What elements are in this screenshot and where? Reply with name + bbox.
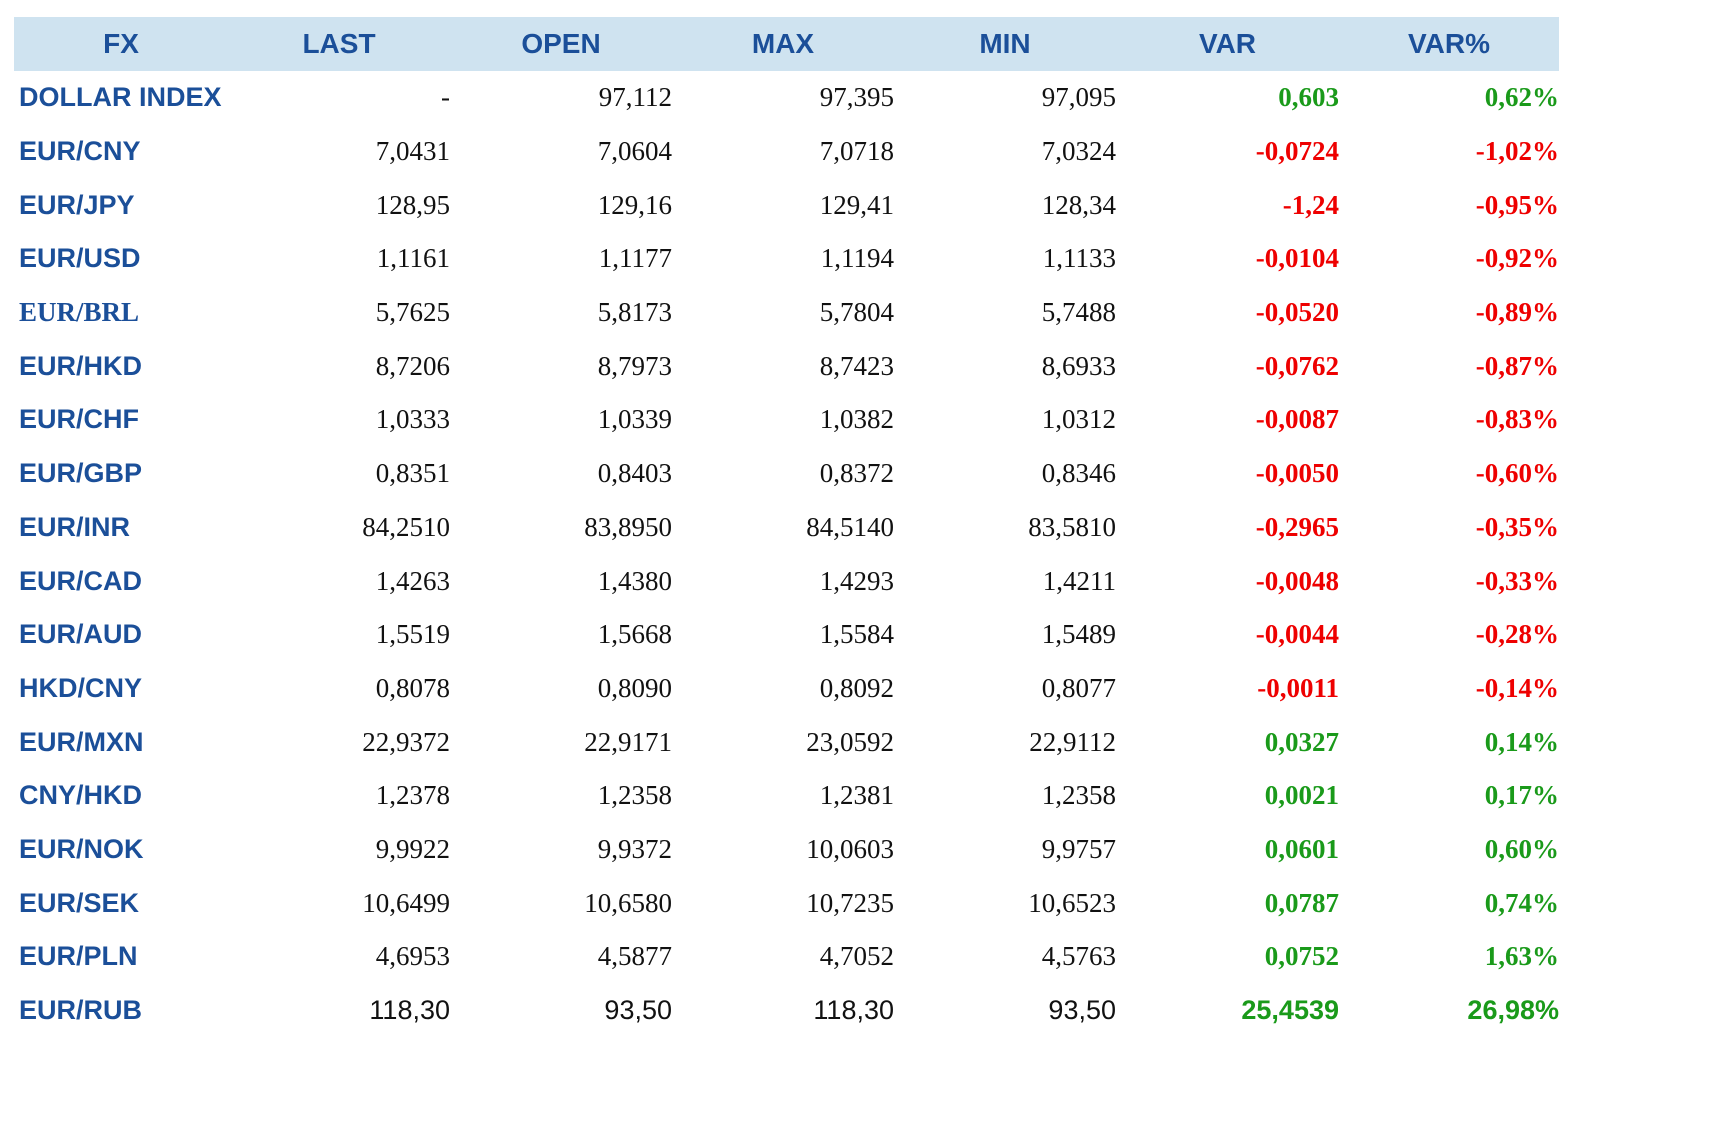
min-cell: 1,0312 — [1041, 404, 1116, 435]
var-pct-cell: 0,60% — [1484, 833, 1559, 864]
var-cell: -0,2965 — [1255, 511, 1339, 542]
min-cell: 0,8077 — [1041, 672, 1116, 703]
last-cell: 7,0431 — [375, 136, 450, 167]
max-cell: 10,0603 — [806, 833, 894, 864]
var-cell: -0,0762 — [1255, 350, 1339, 381]
open-cell: 7,0604 — [597, 136, 672, 167]
currency-pair-cell[interactable]: CNY/HKD — [19, 780, 143, 811]
table-row — [14, 769, 1559, 823]
header-row — [14, 17, 1559, 71]
currency-pair-cell[interactable]: EUR/JPY — [19, 189, 135, 220]
last-cell: 5,7625 — [375, 297, 450, 328]
var-cell: 0,0752 — [1264, 941, 1339, 972]
var-pct-cell: -0,83% — [1475, 404, 1559, 435]
open-cell: 1,1177 — [598, 243, 672, 274]
open-cell: 1,5668 — [597, 619, 672, 650]
var-cell: 0,0601 — [1264, 833, 1339, 864]
column-header-fx[interactable]: FX — [14, 17, 228, 71]
max-cell: 10,7235 — [806, 887, 894, 918]
table-header — [14, 17, 1559, 71]
var-pct-cell: -0,60% — [1475, 458, 1559, 489]
table-row — [14, 930, 1559, 984]
var-cell: -0,0520 — [1255, 297, 1339, 328]
last-cell: - — [441, 82, 450, 113]
min-cell: 1,2358 — [1041, 780, 1116, 811]
max-cell: 1,0382 — [819, 404, 894, 435]
currency-pair-cell[interactable]: EUR/HKD — [19, 350, 143, 381]
table-row — [14, 876, 1559, 930]
table-body — [14, 71, 1559, 1037]
open-cell: 10,6580 — [584, 887, 672, 918]
last-cell: 8,7206 — [375, 350, 450, 381]
min-cell: 8,6933 — [1041, 350, 1116, 381]
min-cell: 93,50 — [1048, 995, 1116, 1026]
max-cell: 7,0718 — [819, 136, 894, 167]
var-cell: -0,0044 — [1255, 619, 1339, 650]
table-row — [14, 178, 1559, 232]
min-cell: 1,4211 — [1042, 565, 1116, 596]
currency-pair-cell[interactable]: EUR/GBP — [19, 458, 143, 489]
var-pct-cell: -0,33% — [1475, 565, 1559, 596]
table-row — [14, 608, 1559, 662]
column-header-min[interactable]: MIN — [894, 17, 1116, 71]
var-cell: 0,0787 — [1264, 887, 1339, 918]
var-cell: -0,0050 — [1255, 458, 1339, 489]
min-cell: 22,9112 — [1029, 726, 1116, 757]
currency-pair-cell[interactable]: EUR/CHF — [19, 404, 139, 435]
open-cell: 5,8173 — [597, 297, 672, 328]
open-cell: 93,50 — [604, 995, 672, 1026]
var-cell: 0,0021 — [1264, 780, 1339, 811]
last-cell: 22,9372 — [362, 726, 450, 757]
currency-pair-cell[interactable]: DOLLAR INDEX — [19, 82, 222, 113]
table-row — [14, 125, 1559, 179]
table-row — [14, 662, 1559, 716]
currency-pair-cell[interactable]: EUR/USD — [19, 243, 141, 274]
var-pct-cell: -0,14% — [1475, 672, 1559, 703]
last-cell: 4,6953 — [375, 941, 450, 972]
currency-pair-cell[interactable]: EUR/SEK — [19, 887, 140, 918]
currency-pair-cell[interactable]: EUR/NOK — [19, 833, 144, 864]
max-cell: 4,7052 — [819, 941, 894, 972]
min-cell: 7,0324 — [1041, 136, 1116, 167]
var-cell: -0,0011 — [1257, 672, 1339, 703]
open-cell: 9,9372 — [597, 833, 672, 864]
last-cell: 1,1161 — [376, 243, 450, 274]
open-cell: 97,112 — [598, 82, 672, 113]
var-cell: -0,0724 — [1255, 136, 1339, 167]
table-row — [14, 715, 1559, 769]
max-cell: 84,5140 — [806, 511, 894, 542]
min-cell: 10,6523 — [1028, 887, 1116, 918]
max-cell: 1,1194 — [820, 243, 894, 274]
var-pct-cell: 0,17% — [1484, 780, 1559, 811]
var-pct-cell: 0,62% — [1484, 82, 1559, 113]
table-row — [14, 232, 1559, 286]
table-row — [14, 554, 1559, 608]
max-cell: 118,30 — [813, 995, 894, 1026]
column-header-last[interactable]: LAST — [228, 17, 450, 71]
last-cell: 84,2510 — [362, 511, 450, 542]
last-cell: 1,5519 — [375, 619, 450, 650]
currency-pair-cell[interactable]: EUR/MXN — [19, 726, 144, 757]
var-pct-cell: -0,28% — [1475, 619, 1559, 650]
column-header-var[interactable]: VAR — [1116, 17, 1339, 71]
last-cell: 0,8351 — [375, 458, 450, 489]
table-row — [14, 286, 1559, 340]
currency-pair-cell[interactable]: EUR/RUB — [19, 995, 143, 1026]
var-pct-cell: -0,89% — [1475, 297, 1559, 328]
currency-pair-cell[interactable]: EUR/CAD — [19, 565, 143, 596]
open-cell: 1,0339 — [597, 404, 672, 435]
open-cell: 1,2358 — [597, 780, 672, 811]
last-cell: 9,9922 — [375, 833, 450, 864]
table-row — [14, 71, 1559, 125]
var-pct-cell: 26,98% — [1467, 995, 1559, 1026]
var-pct-cell: 0,14% — [1484, 726, 1559, 757]
column-header-open[interactable]: OPEN — [450, 17, 672, 71]
max-cell: 5,7804 — [819, 297, 894, 328]
last-cell: 128,95 — [375, 189, 450, 220]
max-cell: 97,395 — [819, 82, 894, 113]
last-cell: 0,8078 — [375, 672, 450, 703]
open-cell: 0,8403 — [597, 458, 672, 489]
max-cell: 23,0592 — [806, 726, 894, 757]
var-pct-cell: -0,95% — [1475, 189, 1559, 220]
max-cell: 0,8372 — [819, 458, 894, 489]
open-cell: 129,16 — [597, 189, 672, 220]
var-pct-cell: -0,87% — [1475, 350, 1559, 381]
last-cell: 1,4263 — [375, 565, 450, 596]
var-cell: 0,603 — [1278, 82, 1339, 113]
var-cell: 0,0327 — [1264, 726, 1339, 757]
table-row — [14, 823, 1559, 877]
var-pct-cell: 0,74% — [1484, 887, 1559, 918]
max-cell: 1,5584 — [819, 619, 894, 650]
min-cell: 1,1133 — [1042, 243, 1116, 274]
min-cell: 5,7488 — [1041, 297, 1116, 328]
column-header-max[interactable]: MAX — [672, 17, 894, 71]
currency-pair-cell[interactable]: EUR/CNY — [19, 136, 141, 167]
max-cell: 8,7423 — [819, 350, 894, 381]
min-cell: 1,5489 — [1041, 619, 1116, 650]
var-pct-cell: -0,92% — [1475, 243, 1559, 274]
var-cell: -0,0048 — [1255, 565, 1339, 596]
currency-pair-cell[interactable]: EUR/PLN — [19, 941, 138, 972]
var-pct-cell: -1,02% — [1475, 136, 1559, 167]
currency-pair-cell[interactable]: EUR/AUD — [19, 619, 143, 650]
open-cell: 22,9171 — [584, 726, 672, 757]
currency-pair-cell[interactable]: EUR/INR — [19, 511, 131, 542]
min-cell: 9,9757 — [1041, 833, 1116, 864]
open-cell: 4,5877 — [597, 941, 672, 972]
max-cell: 1,4293 — [819, 565, 894, 596]
column-header-var-pct[interactable]: VAR% — [1339, 17, 1559, 71]
min-cell: 0,8346 — [1041, 458, 1116, 489]
var-pct-cell: -0,35% — [1475, 511, 1559, 542]
max-cell: 129,41 — [819, 189, 894, 220]
open-cell: 83,8950 — [584, 511, 672, 542]
last-cell: 118,30 — [369, 995, 450, 1026]
min-cell: 97,095 — [1041, 82, 1116, 113]
var-pct-cell: 1,63% — [1484, 941, 1559, 972]
open-cell: 1,4380 — [597, 565, 672, 596]
table-row — [14, 984, 1559, 1038]
min-cell: 4,5763 — [1041, 941, 1116, 972]
table-row — [14, 339, 1559, 393]
min-cell: 83,5810 — [1028, 511, 1116, 542]
var-cell: 25,4539 — [1241, 995, 1339, 1026]
open-cell: 8,7973 — [597, 350, 672, 381]
fx-rates-table — [14, 17, 1559, 1037]
var-cell: -1,24 — [1282, 189, 1339, 220]
currency-pair-cell[interactable]: HKD/CNY — [19, 672, 143, 703]
max-cell: 1,2381 — [819, 780, 894, 811]
open-cell: 0,8090 — [597, 672, 672, 703]
max-cell: 0,8092 — [819, 672, 894, 703]
table-row — [14, 447, 1559, 501]
last-cell: 1,0333 — [375, 404, 450, 435]
var-cell: -0,0087 — [1255, 404, 1339, 435]
last-cell: 1,2378 — [375, 780, 450, 811]
currency-pair-cell[interactable]: EUR/BRL — [19, 297, 140, 328]
table-row — [14, 501, 1559, 555]
last-cell: 10,6499 — [362, 887, 450, 918]
var-cell: -0,0104 — [1255, 243, 1339, 274]
min-cell: 128,34 — [1041, 189, 1116, 220]
table-row — [14, 393, 1559, 447]
